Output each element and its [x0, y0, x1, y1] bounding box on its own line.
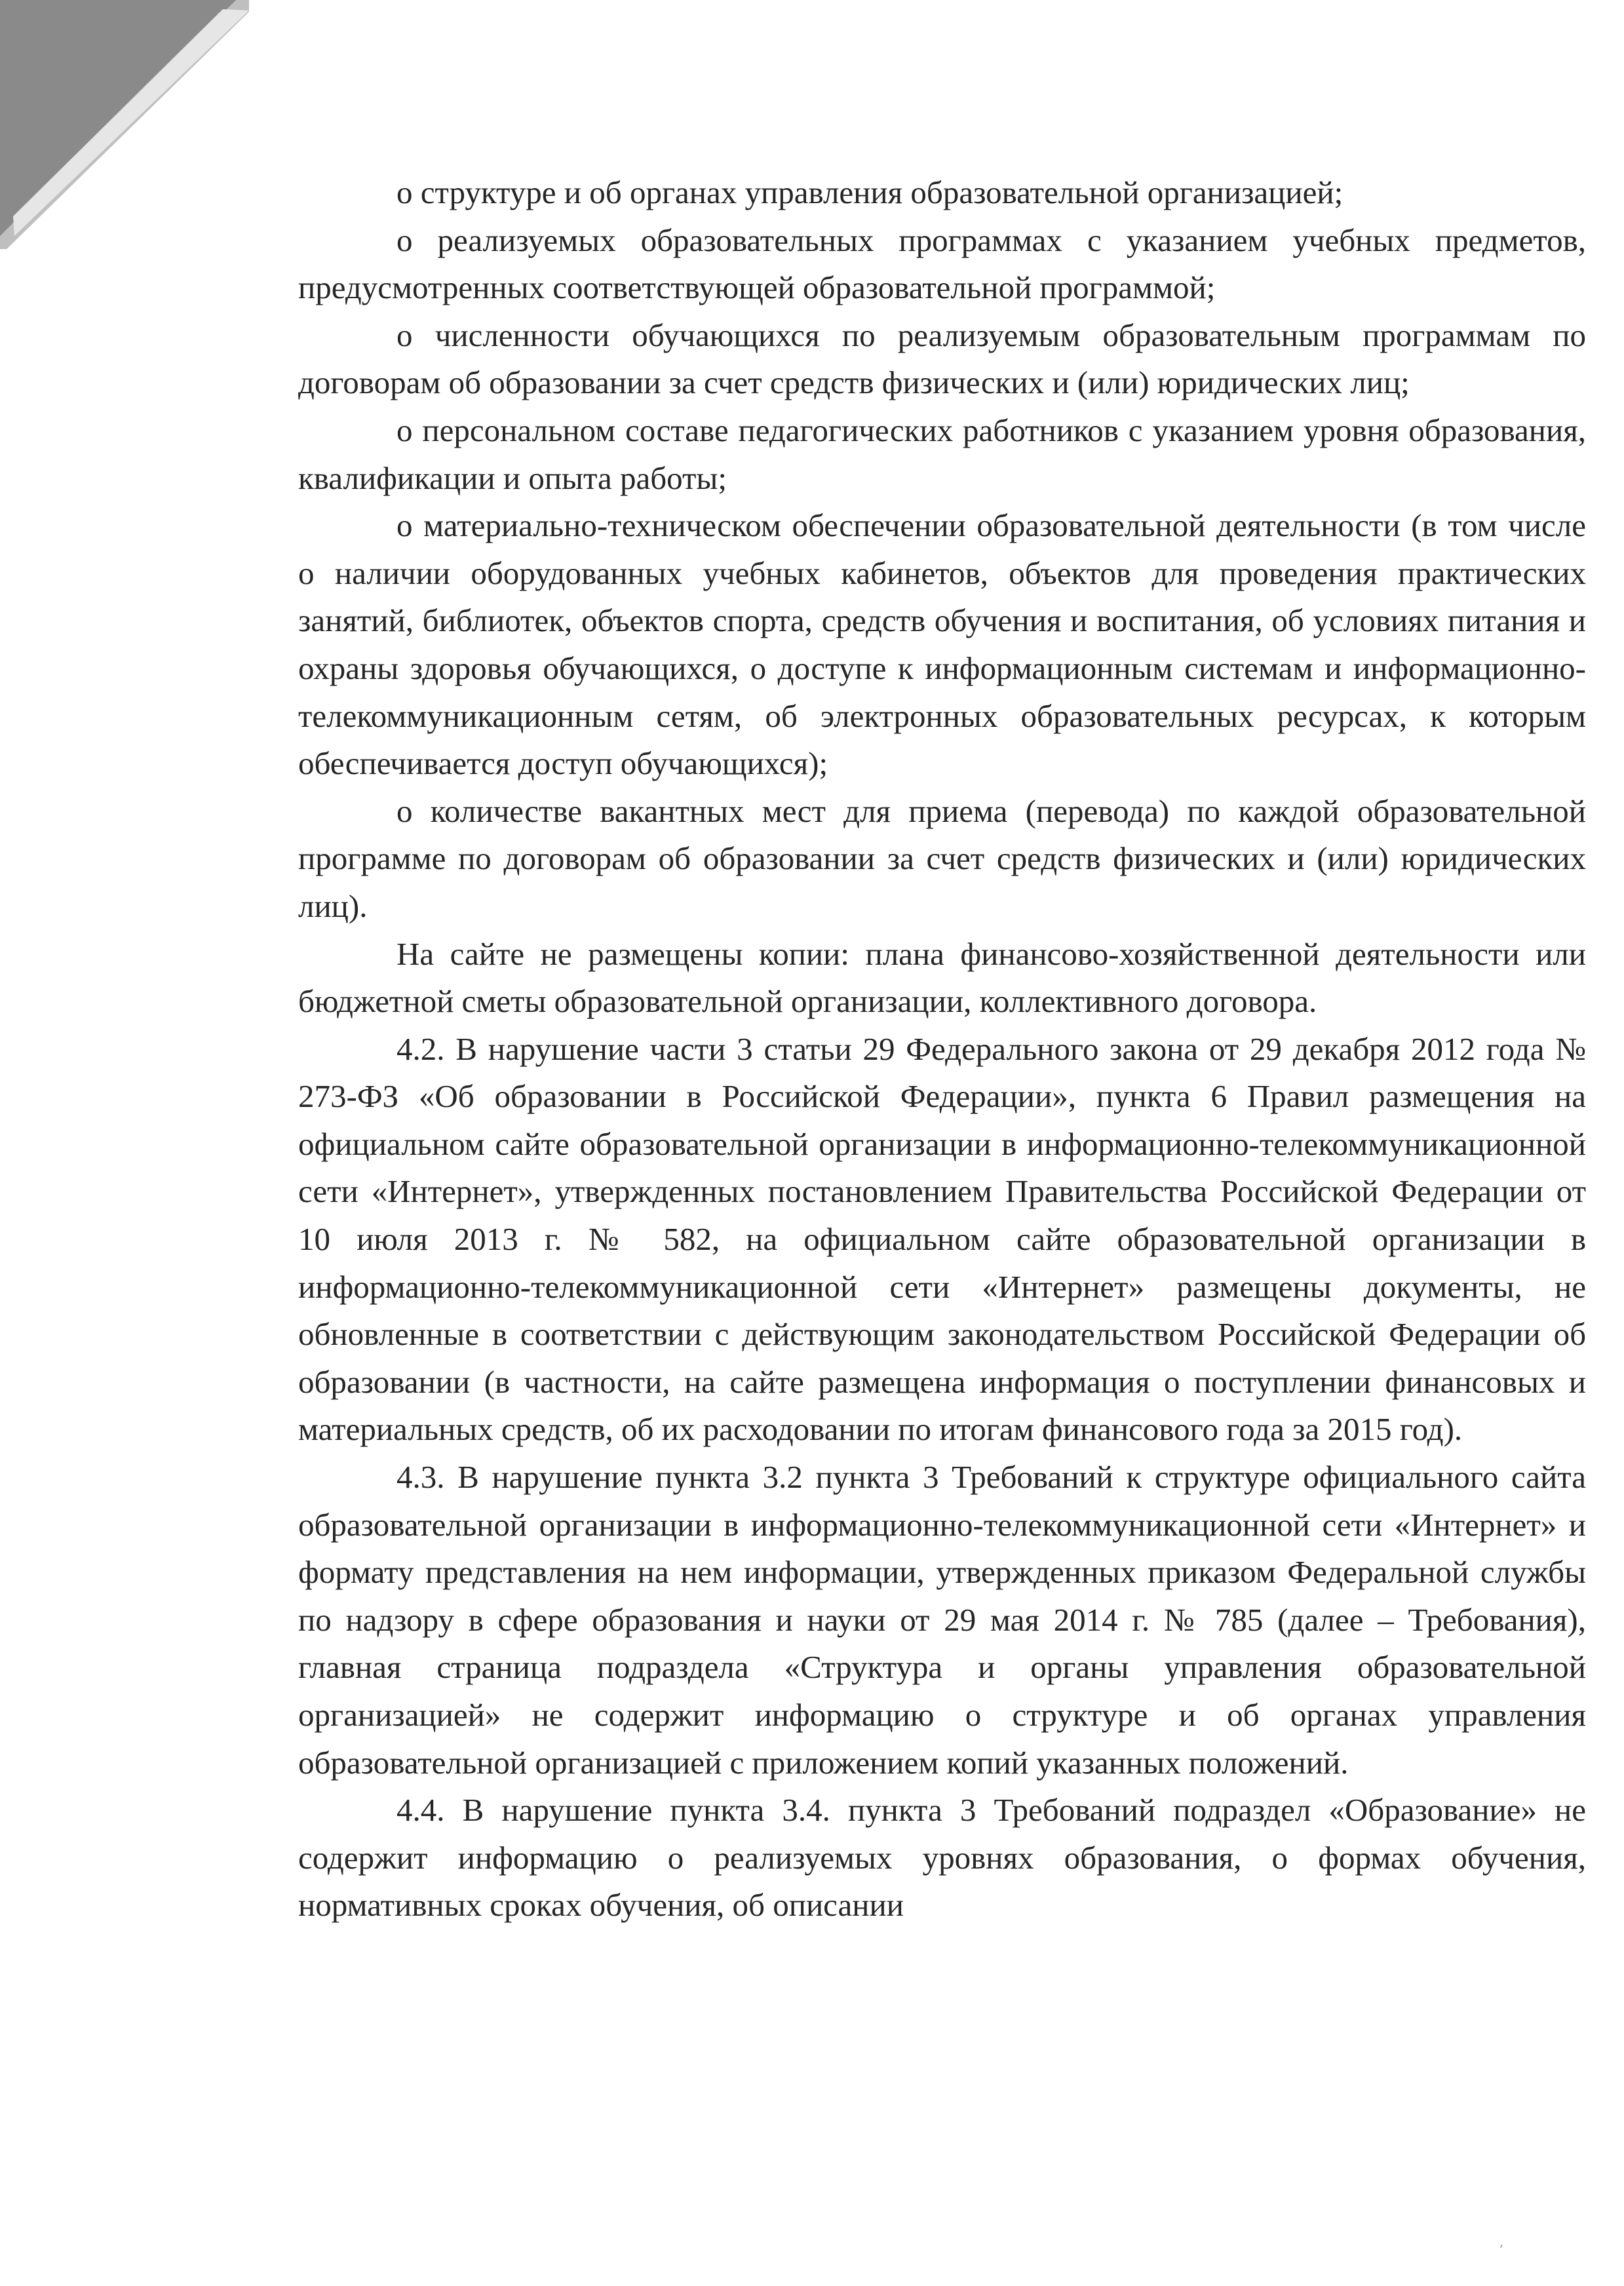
paragraph-4-4: 4.4. В нарушение пункта 3.4. пункта 3 Требований подраздел «Образование» не содержит информацию о реализуемых уровнях образования, о формах обучения, нормативных сроках обучения, об описании	[298, 1792, 1586, 1924]
paragraph-vacancies: о количестве вакантных мест для приема (перевода) по каждой образовательной программе по договорам об образовании за счет средств физических и (или) юридических лиц).	[298, 792, 1586, 924]
paragraph-structure-bodies: о структуре и об органах управления образовательной организацией;	[396, 174, 1344, 210]
paragraph-4-3: 4.3. В нарушение пункта 3.2 пункта 3 Требований к структуре официального сайта образовательной организации в информационно-телекоммуникационной сети «Интернет» и формату представления на нем информации, утвержденных приказом Федеральной службы по надзору в сфере образования и науки от 29 мая 2014 г. № 785 (далее – Требования), главная страница подраздела «Структура и органы управления образовательной организацией» не содержит информацию о структуре и об органах управления образовательной организацией с приложением копий указанных положений.	[298, 1459, 1586, 1781]
paragraph-teaching-staff: о персональном составе педагогических работников с указанием уровня образования, квалификации и опыта работы;	[298, 412, 1586, 496]
paragraph-missing-copies: На сайте не размещены копии: плана финансово-хозяйственной деятельности или бюджетной сметы образовательной организации, коллективного договора.	[298, 935, 1586, 1020]
paragraph-student-numbers: о численности обучающихся по реализуемым образовательным программам по договорам об образовании за счет средств физических и (или) юридических лиц;	[298, 317, 1586, 401]
paragraph-programs: о реализуемых образовательных программах с указанием учебных предметов, предусмотренных соответствующей образовательной программой;	[298, 222, 1586, 306]
paragraph-4-2: 4.2. В нарушение части 3 статьи 29 Федерального закона от 29 декабря 2012 года № 273-ФЗ «Об образовании в Российской Федерации», пункта 6 Правил размещения на официальном сайте образовательной организации в информационно-телекоммуникационной сети «Интернет», утвержденных постановлением Правительства Российской Федерации от 10 июля 2013 г. № 582, на официальном сайте образовательной организации в информационно-телекоммуникационной сети «Интернет» размещены документы, не обновленные в соответствии с действующим законодательством Российской Федерации об образовании (в частности, на сайте размещена информация о поступлении финансовых и материальных средств, об их расходовании по итогам финансового года за 2015 год).	[298, 1030, 1586, 1448]
scan-speck: ,	[1499, 2234, 1504, 2249]
folded-page-corner	[0, 0, 249, 249]
paragraph-material-support: о материально-техническом обеспечении образовательной деятельности (в том числе о наличии оборудованных учебных кабинетов, объектов для проведения практических занятий, библиотек, объектов спорта, средств обучения и воспитания, об условиях питания и охраны здоровья обучающихся, о доступе к информационным системам и информационно-телекоммуникационным сетям, об электронных образовательных ресурсах, к которым обеспечивается доступ обучающихся);	[298, 507, 1586, 782]
document-body	[298, 169, 1586, 1929]
